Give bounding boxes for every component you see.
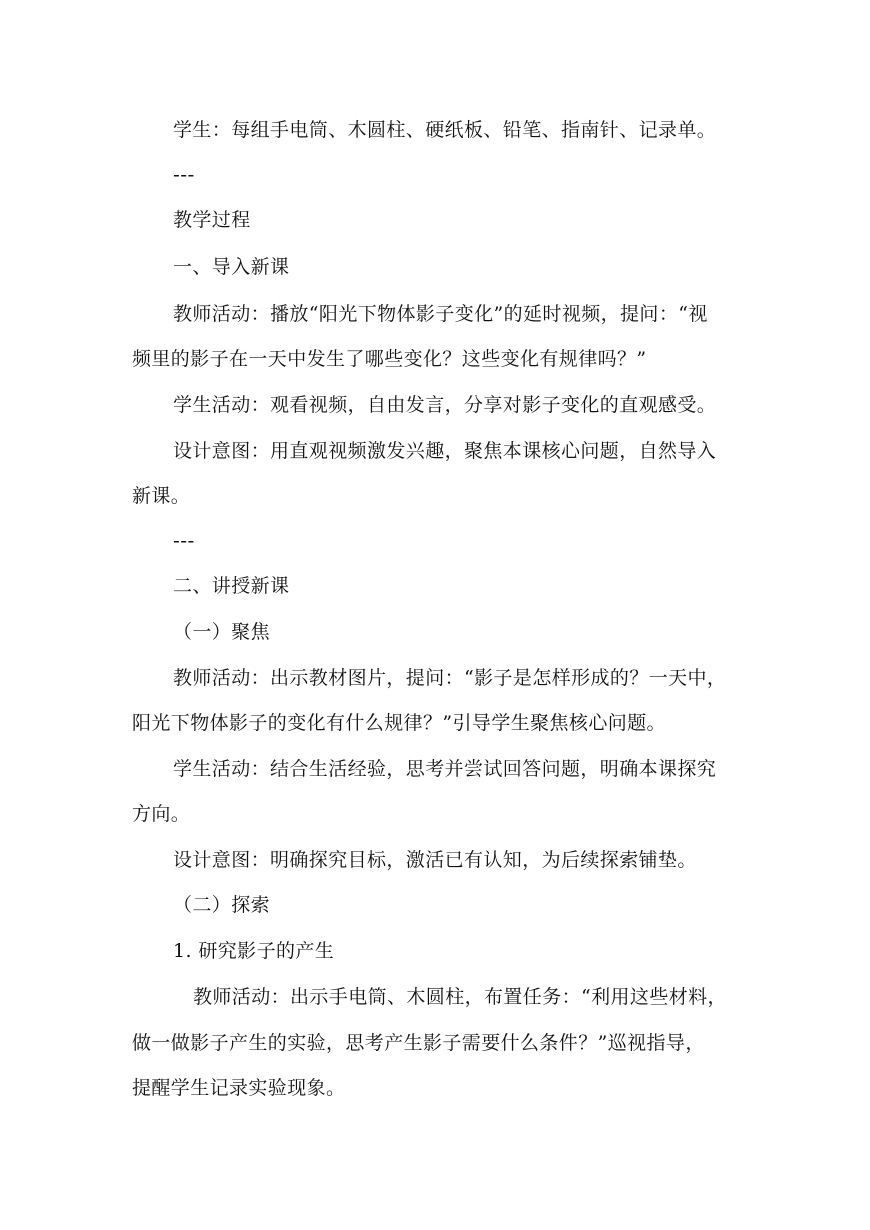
focus-student-line-2: 方向。: [132, 803, 191, 825]
focus-student-line-1: 学生活动：结合生活经验，思考并尝试回答问题，明确本课探究: [173, 758, 717, 780]
intro-student-line: 学生活动：观看视频，自由发言，分享对影子变化的直观感受。: [173, 394, 717, 416]
separator-2: ---: [173, 530, 195, 552]
heading-intro: 一、导入新课: [173, 256, 290, 278]
focus-design-line: 设计意图：明确探究目标，激活已有认知，为后续探索铺垫。: [173, 849, 697, 871]
focus-teacher-line-2: 阳光下物体影子的变化有什么规律？”引导学生聚焦核心问题。: [132, 712, 666, 734]
intro-design-line-1: 设计意图：用直观视频激发兴趣，聚焦本课核心问题，自然导入: [173, 440, 717, 462]
separator-1: ---: [173, 164, 195, 186]
focus-teacher-line-1: 教师活动：出示教材图片，提问：“影子是怎样形成的？一天中，: [173, 667, 727, 689]
subheading-focus: （一）聚焦: [173, 621, 271, 643]
materials-student-line: 学生：每组手电筒、木圆柱、硬纸板、铅笔、指南针、记录单。: [173, 119, 717, 141]
explore-teacher-line-1: 教师活动：出示手电筒、木圆柱，布置任务：“利用这些材料，: [193, 986, 727, 1008]
intro-teacher-line-2: 频里的影子在一天中发生了哪些变化？这些变化有规律吗？”: [132, 348, 647, 370]
explore-teacher-line-3: 提醒学生记录实验现象。: [132, 1077, 346, 1099]
explore-item-1-title: 1. 研究影子的产生: [173, 940, 335, 962]
explore-teacher-line-2: 做一做影子产生的实验，思考产生影子需要什么条件？”巡视指导，: [132, 1032, 705, 1054]
intro-teacher-line-1: 教师活动：播放“阳光下物体影子变化”的延时视频，提问：“视: [173, 303, 708, 325]
heading-new-lesson: 二、讲授新课: [173, 575, 290, 597]
intro-design-line-2: 新课。: [132, 485, 191, 507]
section-heading-process: 教学过程: [173, 209, 251, 231]
subheading-explore: （二）探索: [173, 894, 271, 916]
